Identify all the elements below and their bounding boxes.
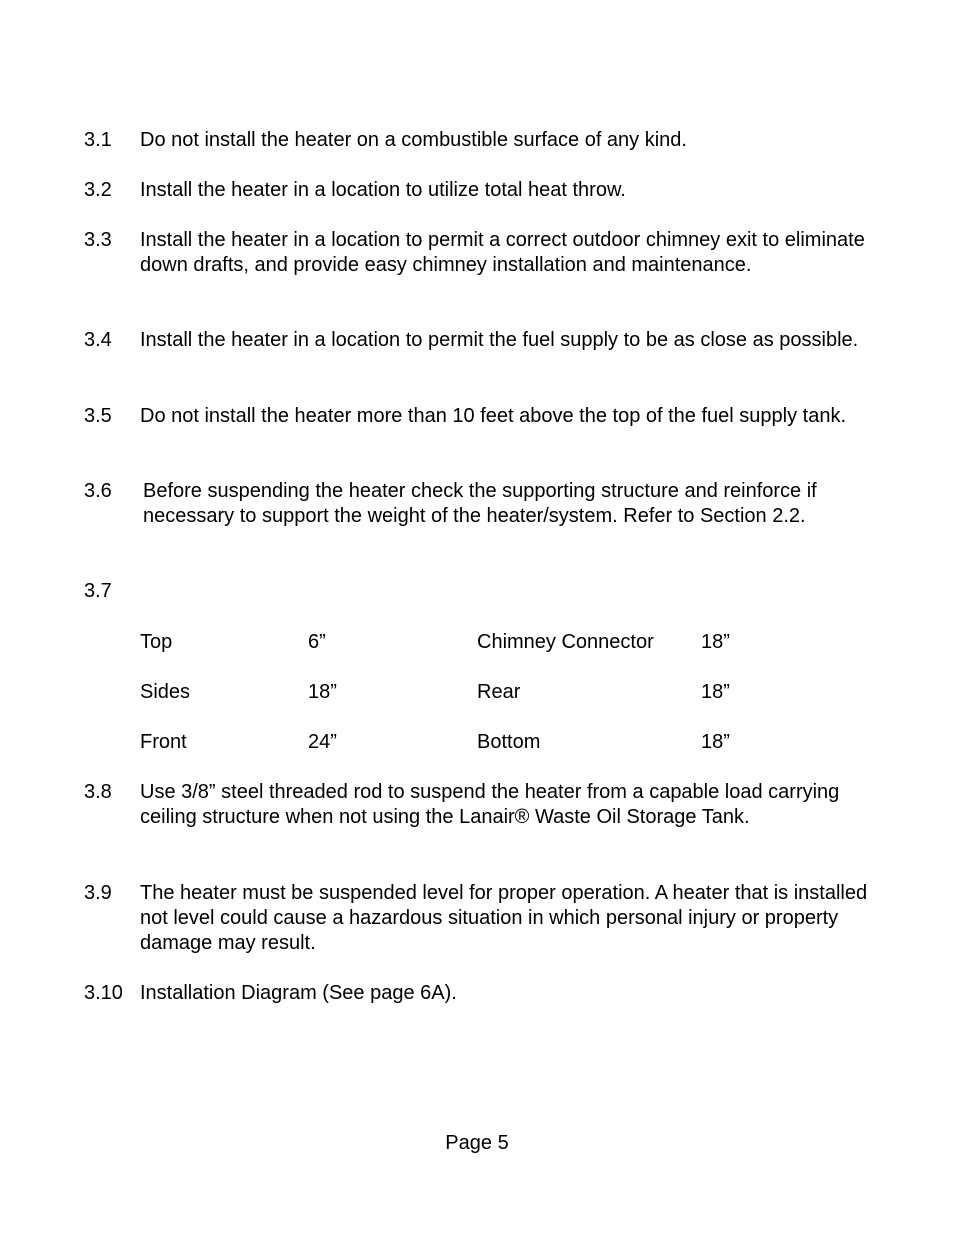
clearance-value: 18”	[701, 631, 730, 653]
clearance-label: Chimney Connector	[477, 631, 654, 653]
item-number: 3.10	[84, 982, 123, 1004]
item-text: Use 3/8” steel threaded rod to suspend the heater from a capable load carrying ceiling structure when not using the Lanair® Waste Oil Storage Tank.	[140, 781, 840, 828]
item-number: 3.4	[84, 329, 112, 351]
item-number: 3.2	[84, 179, 112, 201]
clearance-value: 18”	[308, 681, 337, 703]
clearance-value: 6”	[308, 631, 326, 653]
item-text: Install the heater in a location to permit a correct outdoor chimney exit to eliminate down drafts, and provide easy chimney installation and maintenance.	[140, 229, 865, 276]
item-number: 3.1	[84, 129, 112, 151]
item-number: 3.3	[84, 229, 112, 251]
item-number: 3.8	[84, 781, 112, 803]
item-number: 3.6	[84, 480, 112, 502]
item-text: Do not install the heater more than 10 feet above the top of the fuel supply tank.	[140, 405, 847, 427]
item-number: 3.5	[84, 405, 112, 427]
item-text: Do not install the heater on a combustible surface of any kind.	[140, 129, 687, 151]
clearance-value: 18”	[701, 681, 730, 703]
clearance-label: Front	[140, 731, 187, 753]
item-number: 3.9	[84, 882, 112, 904]
clearance-value: 18”	[701, 731, 730, 753]
clearance-label: Top	[140, 631, 173, 653]
item-text: The heater must be suspended level for proper operation. A heater that is installed not level could cause a hazardous situation in which personal injury or property damage may result.	[140, 882, 868, 954]
clearance-label: Rear	[477, 681, 521, 703]
item-text: Install the heater in a location to permit the fuel supply to be as close as possible.	[140, 329, 859, 351]
page-number: Page 5	[445, 1132, 509, 1154]
item-text: Before suspending the heater check the supporting structure and reinforce if necessary to support the weight of the heater/system. Refer to Section 2.2.	[143, 480, 817, 527]
clearance-label: Sides	[140, 681, 191, 703]
clearance-label: Bottom	[477, 731, 541, 753]
item-number: 3.7	[84, 580, 112, 602]
clearance-value: 24”	[308, 731, 337, 753]
item-text: Installation Diagram (See page 6A).	[140, 982, 457, 1004]
item-text: Install the heater in a location to utilize total heat throw.	[140, 179, 626, 201]
